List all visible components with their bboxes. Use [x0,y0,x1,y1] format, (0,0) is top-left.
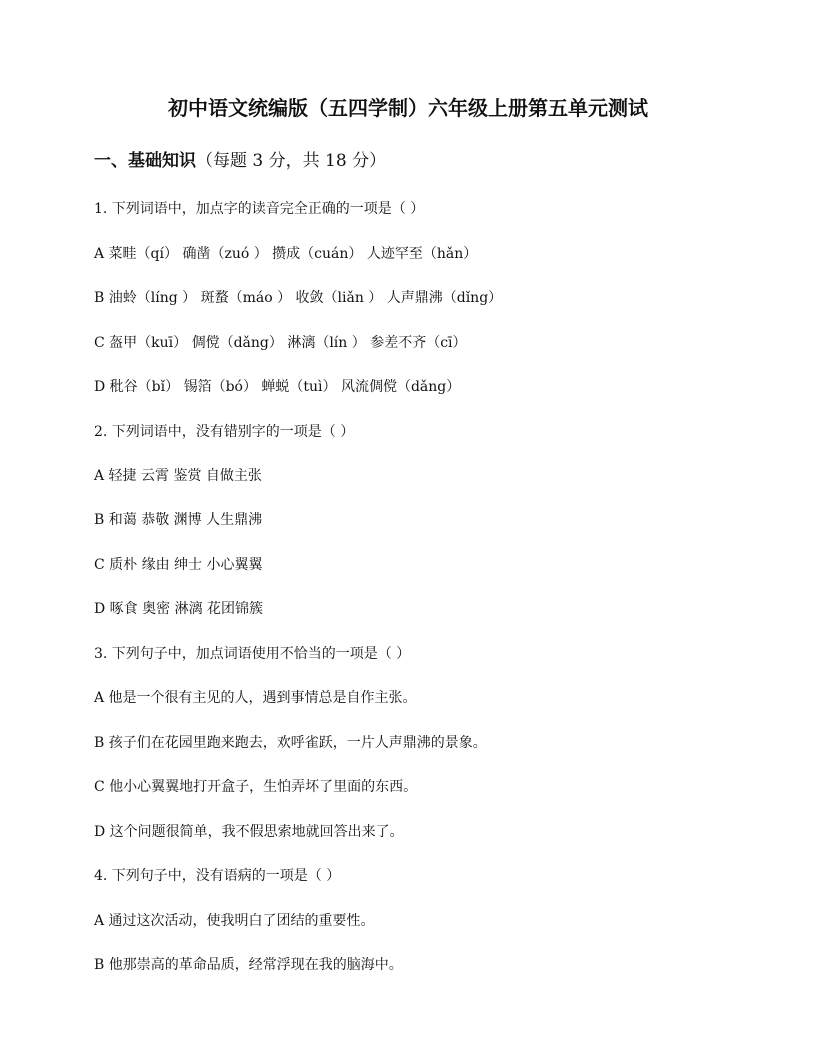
section-heading-score-note: （每题 3 分，共 18 分） [196,151,387,171]
question-3-option-b: B 孩子们在花园里跑来跑去，欢呼雀跃，一片人声鼎沸的景象。 [94,735,487,751]
question-4-stem: 4. 下列句子中，没有语病的一项是（ ） [94,868,341,884]
question-4-option-a: A 通过这次活动，使我明白了团结的重要性。 [94,913,375,929]
question-2-option-b: B 和蔼 恭敬 渊博 人生鼎沸 [94,512,263,528]
question-1-option-b: B 油蛉（líng ） 斑蝥（máo ） 收敛（liǎn ） 人声鼎沸（dǐng） [94,290,503,306]
question-3-option-d: D 这个问题很简单，我不假思索地就回答出来了。 [94,824,404,840]
question-3-stem: 3. 下列句子中，加点词语使用不恰当的一项是（ ） [94,646,411,662]
question-2-option-a: A 轻捷 云霄 鉴赏 自做主张 [94,468,262,484]
question-3-option-a: A 他是一个很有主见的人，遇到事情总是自作主张。 [94,690,417,706]
question-4-option-b: B 他那崇高的革命品质，经常浮现在我的脑海中。 [94,957,403,973]
document-title: 初中语文统编版（五四学制）六年级上册第五单元测试 [168,96,648,120]
question-2-option-c: C 质朴 缘由 绅士 小心翼翼 [94,557,263,573]
question-1-option-a: A 菜畦（qí） 确凿（zuó ） 攒成（cuán） 人迹罕至（hǎn） [94,246,478,262]
section-heading-label: 一、基础知识 [94,151,196,171]
question-1-option-d: D 秕谷（bǐ） 锡箔（bó） 蝉蜕（tuì） 风流倜傥（dǎng） [94,379,461,395]
question-3-option-c: C 他小心翼翼地打开盒子，生怕弄坏了里面的东西。 [94,779,418,795]
question-1-option-c: C 盔甲（kuī） 倜傥（dǎng） 淋漓（lín ） 参差不齐（cī） [94,335,467,351]
question-2-option-d: D 啄食 奥密 淋漓 花团锦簇 [94,601,264,617]
section-heading [94,148,386,174]
question-1-stem: 1. 下列词语中，加点字的读音完全正确的一项是（ ） [94,201,425,217]
question-2-stem: 2. 下列词语中，没有错别字的一项是（ ） [94,424,355,440]
